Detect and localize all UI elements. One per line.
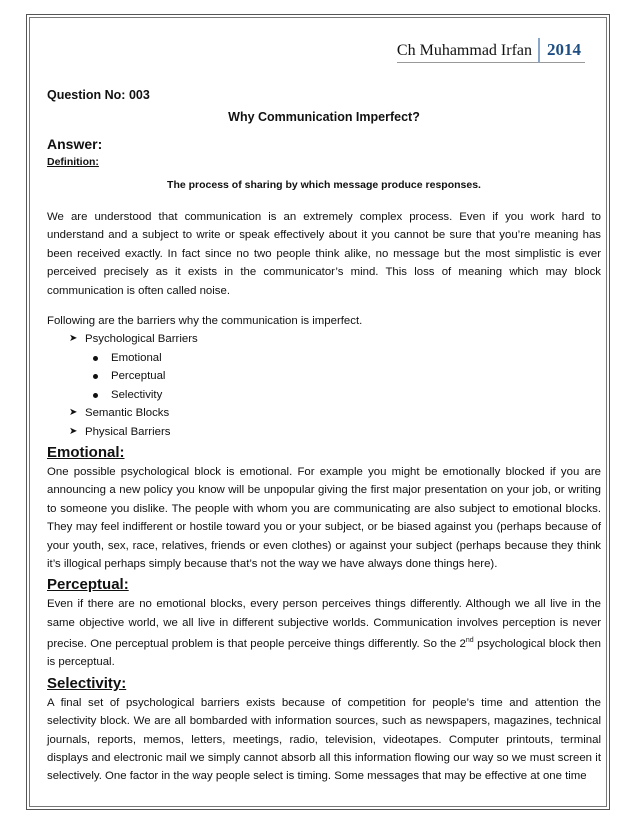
list-item [69,423,601,441]
bullet-icon [93,393,98,398]
ordinal-superscript: nd [465,637,474,645]
emotional-text: One possible psychological block is emotional. For example you might be emotionally blocked if you are announcing a new policy you know will be unpopular giving the first major presentation on your job, or writing to someone you dislike. The people with whom you are communicating are also subject to emotional blocks. They may feel indifferent or hostile toward you or your subject, or be biased against you (perhaps because of your youth, sex, race, relatives, friends or even clothes) or against your subject (perhaps because they think it’s illogical perhaps simply because that’s not the way we have always done things here). [47,465,601,570]
psychological-sublist [85,349,601,404]
question-title: Why Communication Imperfect? [228,110,420,125]
selectivity-heading: Selectivity: [47,674,127,692]
list-item-label: Emotional [111,351,162,364]
list-item-label: Selectivity [111,388,163,401]
arrow-bullet-icon: ➤ [69,407,78,419]
list-item-label: Psychological Barriers [85,333,198,346]
perceptual-heading: Perceptual: [47,576,129,594]
emotional-heading: Emotional: [47,443,125,461]
list-item [93,386,601,404]
list-item-label: Semantic Blocks [85,407,170,420]
question-label: Question No: 003 [47,88,150,102]
definition-label: Definition: [47,156,99,169]
list-item [93,349,601,367]
intro-paragraph: We are understood that communication is an extremely complex process. Even if you work hard to understand and a subject to write or speak effectively about it you cannot be sure that you’re meaning has been received exactly. In fact since no two people think alike, no message but the most simplistic is ever perceived precisely as it exists in the communicator’s mind. This loss of meaning which may block communication is often called noise. [47,211,601,297]
header-author: Ch Muhammad Irfan [397,42,538,63]
bullet-icon [93,356,98,361]
document-body [47,86,601,786]
list-item [93,367,601,385]
answer-label: Answer: [47,135,103,152]
page-header [397,38,585,63]
list-item [69,330,601,404]
definition-text: The process of sharing by which message produce responses. [167,178,481,191]
barriers-intro: Following are the barriers why the communication is imperfect. [47,315,363,328]
list-item-label: Perceptual [111,370,166,383]
selectivity-text: A final set of psychological barriers exists because of competition for people’s time and attention the selectivity block. We are all bombarded with information sources, such as newspapers, magazines, technical journals, reports, memos, letters, meetings, radio, television, videotapes. Computer printouts, terminal displays and electronic mail we simply cannot absorb all this information flowing our way so we must screen it selectively. One factor in the way people select is timing. Some messages that may be effective at one time [47,696,601,783]
header-year: 2014 [538,38,585,63]
bullet-icon [93,374,98,379]
list-item [69,404,601,422]
arrow-bullet-icon: ➤ [69,425,78,437]
list-item-label: Physical Barriers [85,425,171,438]
perceptual-text-part: psychological block then is perceptual. [47,637,601,669]
barriers-list [47,330,601,440]
perceptual-text [47,595,601,671]
perceptual-text-part: Even if there are no emotional blocks, every person perceives things differently. Although we all live in the same objective world, we all live in different subjective worlds. Communication involves perception is never precise. One perceptual problem is that people perceive things differently. So the 2 [47,598,601,650]
arrow-bullet-icon: ➤ [69,333,78,345]
